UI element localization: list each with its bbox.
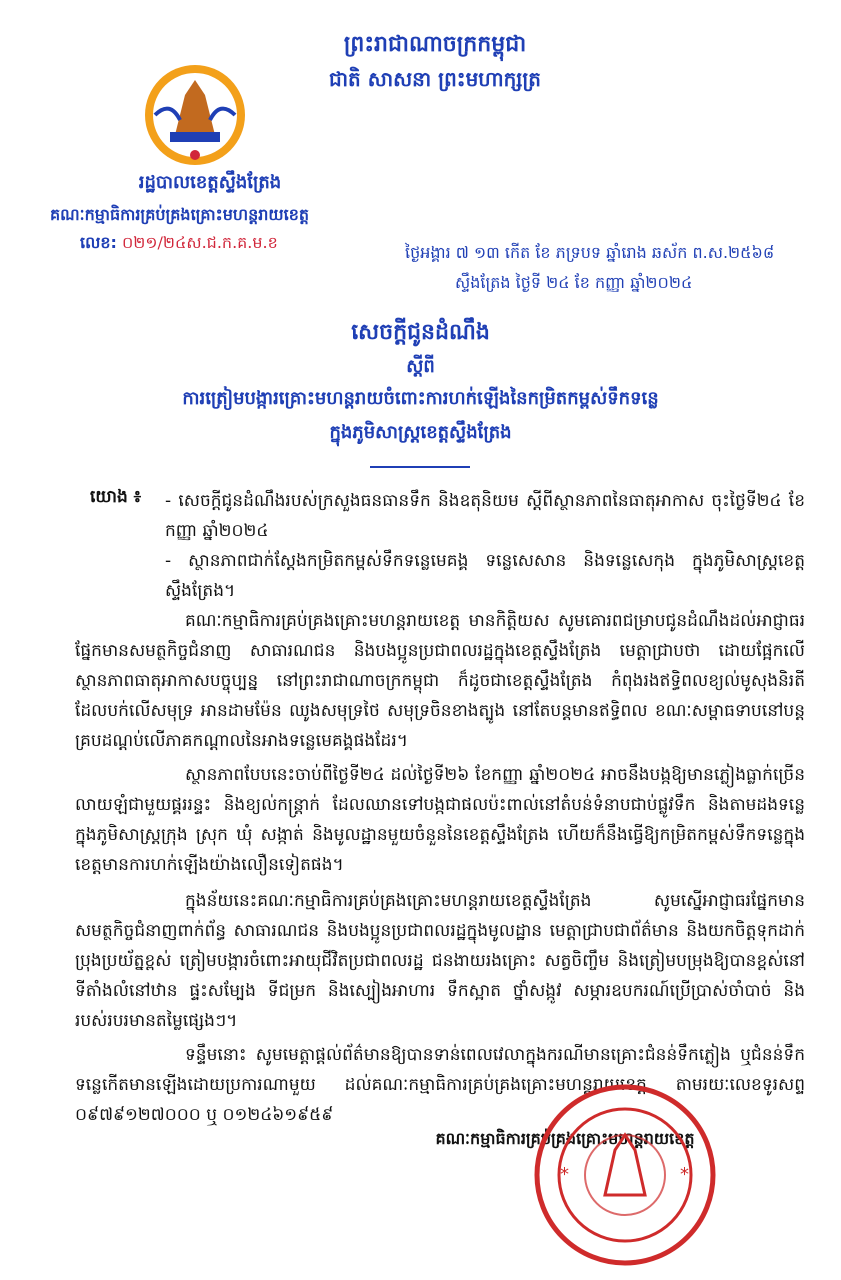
- official-seal: [530, 1080, 720, 1270]
- notice-about: ស្ដីពី: [406, 356, 435, 377]
- kingdom-title: ព្រះរាជាណាចក្រកម្ពុជា: [343, 32, 527, 57]
- notice-title: សេចក្ដីជូនដំណឹង: [351, 320, 490, 345]
- svg-text:*: *: [680, 1164, 689, 1185]
- national-motto: ជាតិ សាសនា ព្រះមហាក្សត្រ: [329, 67, 541, 91]
- svg-text:*: *: [560, 1164, 569, 1185]
- provincial-logo: [140, 60, 250, 170]
- lunar-date: ថ្ងៃអង្គារ ៧ ១៣ កើត ខែ ភទ្របទ ឆ្នាំរោង ឆស័ក ព.ស.២៥៦៨: [405, 243, 775, 262]
- reference-item-2: - ស្ថានភាពជាក់ស្ដែងកម្រិតកម្ពស់ទឹកទន្លេមេគង្គ ទន្លេសេសាន និងទន្លេសេកុង ក្នុងភូមិសាស្ត្រខេត្តស្ទឹងត្រែង។: [165, 551, 805, 601]
- solar-date: ស្ទឹងត្រែង ថ្ងៃទី ២៤ ខែ កញ្ញា ឆ្នាំ២០២៤: [455, 273, 693, 292]
- body-paragraph: ក្នុងន័យនេះគណៈកម្មាធិការគ្រប់គ្រងគ្រោះមហន្តរាយខេត្តស្ទឹងត្រែង សូមស្នើអាជ្ញាធរផ្នែកមានសមត្ថកិច្ចជំនាញពាក់ព័ន្ធ សាធារណជន និងបងប្អូនប្រជាពលរដ្ឋក្នុងមូលដ្ឋាន មេត្តាជ្រាបជាព័ត៌មាន និងយកចិត្តទុកដាក់ប្រុងប្រយ័ត្នខ្ពស់ ត្រៀមបង្ការចំពោះអាយុជីវិតប្រជាពលរដ្ឋ ជនងាយរងគ្រោះ សត្វចិញ្ចឹម និងត្រៀមបម្រុងឱ្យបានខ្ពស់នៅទីតាំងលំនៅឋាន ផ្ទះសម្បែង ទីជម្រក និងស្បៀងអាហារ ទឹកស្អាត ថ្នាំសង្កូវ សម្ភារឧបករណ៍ប្រើប្រាស់ចាំបាច់ និងរបស់របរមានតម្លៃផ្សេងៗ។: [75, 891, 805, 1031]
- body-paragraph: ស្ថានភាពបែបនេះចាប់ពីថ្ងៃទី២៤ ដល់ថ្ងៃទី២៦ ខែកញ្ញា ឆ្នាំ២០២៤ អាចនឹងបង្កឱ្យមានភ្លៀងធ្លាក់ច្រើនលាយឡំជាមួយផ្គររន្ទះ និងខ្យល់កន្ត្រាក់ ដែលឈានទៅបង្កជាផលប៉ះពាល់នៅតំបន់ទំនាបជាប់ផ្លូវទឹក និងតាមដងទន្លេក្នុងភូមិសាស្ត្រក្រុង ស្រុក ឃុំ សង្កាត់ និងមូលដ្ឋានមួយចំនួននៃខេត្តស្ទឹងត្រែង ហើយក៏នឹងធ្វើឱ្យកម្រិតកម្ពស់ទឹកទន្លេក្នុងខេត្តមានការហក់ឡើងយ៉ាងលឿនទៀតផង។: [75, 765, 805, 875]
- title-divider: [370, 466, 470, 468]
- body-paragraph: គណៈកម្មាធិការគ្រប់គ្រងគ្រោះមហន្តរាយខេត្ត មានកិត្តិយស សូមគោរពជម្រាបជូនដំណឹងដល់អាជ្ញាធរ ផ្នែកមានសមត្ថកិច្ចជំនាញ សាធារណជន និងបងប្អូនប្រជាពលរដ្ឋក្នុងខេត្តស្ទឹងត្រែង មេត្តាជ្រាបថា ដោយផ្អែកលើស្ថានភាពធាតុអាកាសបច្ចុប្បន្ន នៅព្រះរាជាណាចក្រកម្ពុជា ក៏ដូចជាខេត្តស្ទឹងត្រែង កំពុងរងឥទ្ធិពលខ្យល់មូសុងនិរតី ដែលបក់លើសមុទ្រ អានដាមម៉ែន ឈូងសមុទ្រថៃ សមុទ្រចិនខាងត្បូង នៅតែបន្តមានឥទ្ធិពល ខណៈសម្ពាធទាបនៅបន្តគ្របដណ្តប់លើភាគកណ្តាលនៃអាងទន្លេមេគង្គផងដែរ។: [75, 611, 805, 751]
- provincial-admin: រដ្ឋបាលខេត្តស្ទឹងត្រែង: [138, 172, 282, 193]
- reference-item-1: - សេចក្ដីជូនដំណឹងរបស់ក្រសួងធនធានទឹក និងឧតុនិយម ស្ដីពីស្ថានភាពនៃធាតុអាកាស ចុះថ្ងៃទី២៤ ខែកញ្ញា ឆ្នាំ២០២៤: [165, 491, 805, 541]
- signature-committee: គណៈកម្មាធិការគ្រប់គ្រងគ្រោះមហន្តរាយខេត្ត: [435, 1129, 695, 1148]
- notice-subject-line1: ការត្រៀមបង្ការគ្រោះមហន្តរាយចំពោះការហក់ឡើងនៃកម្រិតកម្ពស់ទឹកទន្លេ: [182, 388, 659, 409]
- reference-prefix: លេខ:: [80, 233, 117, 252]
- reference-number: [80, 232, 380, 256]
- references-label: យោង ៖: [90, 487, 142, 507]
- body-paragraph: ទន្ទឹមនោះ សូមមេត្តាផ្ដល់ព័ត៌មានឱ្យបានទាន់ពេលវេលាក្នុងករណីមានគ្រោះជំនន់ទឹកភ្លៀង ឬជំនន់ទឹកទន្លេកើតមានឡើងដោយប្រការណាមួយ ដល់គណៈកម្មាធិការគ្រប់គ្រងគ្រោះមហន្តរាយខេត្ត តាមរយៈលេខទូរសព្ទ ០៩៧៩១២៧០០០ ឬ ០១២៤៦១៩៥៩: [75, 1045, 805, 1125]
- reference-value: ០២១/២៤ស.ជ.ក.គ.ម.ខ: [121, 233, 278, 252]
- notice-subject-line2: ក្នុងភូមិសាស្ត្រខេត្តស្ទឹងត្រែង: [329, 422, 512, 443]
- committee-name: គណៈកម្មាធិការគ្រប់គ្រងគ្រោះមហន្តរាយខេត្ត: [50, 205, 310, 224]
